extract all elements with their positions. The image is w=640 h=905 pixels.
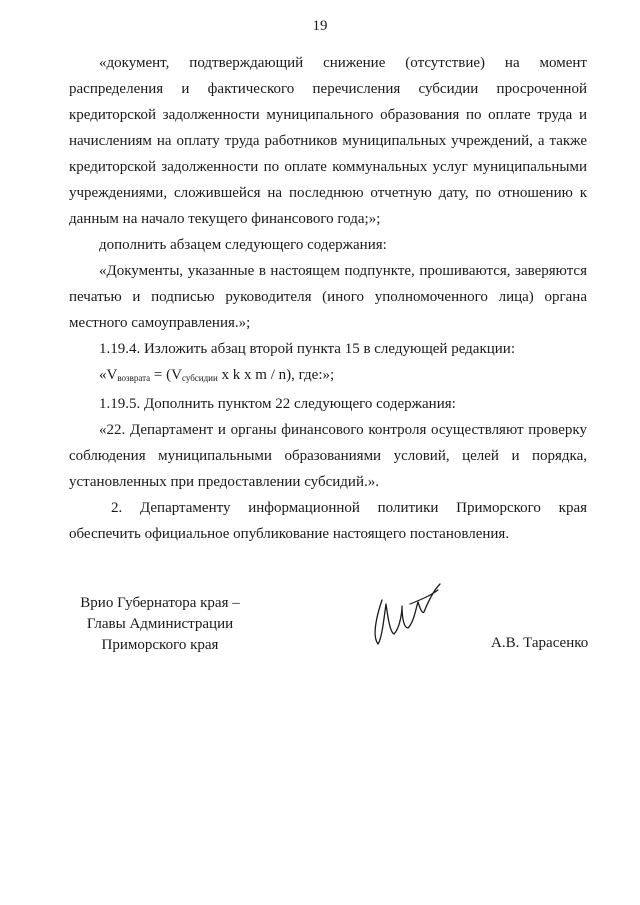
formula-open: «V	[99, 367, 118, 383]
paragraph-add-clause: дополнить абзацем следующего содержания:	[99, 237, 387, 253]
paragraph-item-2-publication: 2. Департаменту информационной политики Приморского края обеспечить официальное опубликование настоящего постановления.	[69, 500, 587, 542]
page-number: 19	[312, 18, 328, 34]
document-body	[69, 50, 587, 547]
paragraph-item-1-19-4: 1.19.4. Изложить абзац второй пункта 15 в следующей редакции:	[99, 341, 515, 357]
formula-subscript-subsidy: субсидии	[181, 373, 218, 383]
paragraph-document-requirement: «документ, подтверждающий снижение (отсутствие) на момент распределения и фактического перечисления субсидии просроченной кредиторской задолженности муниципального образования по оплате труда и начислениям на оплату труда работников муниципальных учреждений, а также кредиторской задолженности по оплате коммунальных услуг муниципальными учреждениями, сложившейся на последнюю отчетную дату, по отношению к данным на начало текущего финансового года;»;	[69, 55, 587, 227]
formula-subscript-return: возврата	[117, 373, 151, 383]
signature-title-line-3: Приморского края	[101, 637, 219, 653]
formula-rest: x k x m / n), где:»;	[217, 367, 335, 383]
formula-mid: = (V	[150, 367, 182, 383]
handwritten-signature-icon	[368, 578, 448, 648]
paragraph-item-1-19-5: 1.19.5. Дополнить пунктом 22 следующего содержания:	[99, 396, 456, 412]
paragraph-documents-sealed: «Документы, указанные в настоящем подпункте, прошиваются, заверяются печатью и подписью руководителя (иного уполномоченного лица) органа местного самоуправления.»;	[69, 263, 587, 331]
signature-title-line-2: Главы Администрации	[86, 616, 234, 632]
signature-title-block	[80, 593, 240, 656]
paragraph-item-22: «22. Департамент и органы финансового контроля осуществляют проверку соблюдения муниципальными образованиями условий, целей и порядка, установленных при предоставлении субсидий.».	[69, 422, 587, 490]
signature-title-line-1: Врио Губернатора края –	[80, 595, 240, 611]
formula-line	[69, 362, 587, 391]
signer-name: А.В. Тарасенко	[491, 635, 589, 651]
